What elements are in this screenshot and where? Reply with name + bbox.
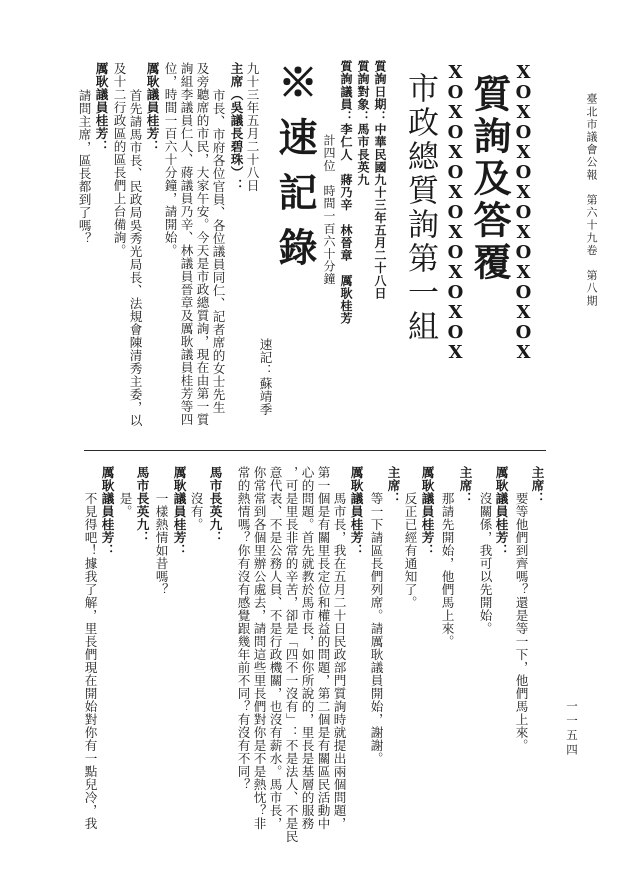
speaker-label: 馬市長英九：: [134, 466, 150, 544]
speech-line: 你常常到各個里辦公處去，請問這些里長們對你是不是熱忱？非: [251, 466, 267, 830]
speech-line: 詢組李議員仁人、蔣議員乃辛、林議員晉章及厲耿議員桂芳等四: [178, 62, 194, 426]
speech-line: 常的熱情嗎？你有沒有感覺跟幾年前不同？有沒有不同？: [235, 466, 251, 791]
speech-line: 那請先開始，他們馬上來。: [439, 492, 455, 648]
speech-line: 請問主席，區長都到了嗎？: [76, 89, 92, 245]
interpellation-members: 質詢議員：李仁人 蔣乃辛 林晉章 厲耿桂芳: [339, 60, 353, 325]
speech-line: 沒有。: [188, 492, 204, 531]
speaker-label: 厲耿議員桂芳：: [99, 466, 115, 557]
record-recorder: 速記：蘇靖季: [257, 338, 273, 416]
speech-line: 及十二行政區的區長們上台備詢。: [111, 62, 127, 257]
speech-line: 及旁聽席的市民，大家午安。今天是市政總質詢，現在由第一質: [194, 62, 210, 426]
speech-line: 等一下請區長們列席。請厲耿議員開始，謝謝。: [368, 492, 384, 765]
speaker-label: 厲耿議員桂芳：: [171, 466, 187, 557]
speech-line: 是。: [117, 492, 133, 518]
speech-line: 不見得吧！據我了解，里長們現在開始對你有一點兒冷，我: [82, 492, 98, 830]
speaker-label: 厲耿議員桂芳：: [348, 466, 364, 557]
stenographic-record-title: ※速記錄: [272, 62, 318, 282]
publication-header: 臺北市議會公報 第六十九卷 第八期: [585, 93, 598, 308]
speaker-label: 厲耿議員桂芳：: [419, 466, 435, 557]
speaker-label: 馬市長英九：: [207, 466, 223, 544]
section-title: 質詢及答覆: [467, 74, 512, 284]
speaker-label: 厲耿議員桂芳：: [493, 466, 509, 557]
interpellation-target: 質詢對象：馬市長英九: [356, 60, 370, 186]
speaker-label: 主席（吳議長碧珠）：: [228, 62, 244, 192]
page-number: 一一五四: [565, 700, 579, 758]
speech-line: ，可是里長非常的辛苦，卻是「四不一沒有」：不是法人、不是民: [283, 466, 299, 843]
title-ornament-right: XOXOXOXOXOXOXOX: [513, 62, 534, 362]
speech-line: 第一個是有關里長定位和權益的問題，第二個是有關區民活動中: [315, 466, 331, 830]
interpellation-date: 質詢日期：中華民國九十三年五月二十八日: [373, 60, 387, 300]
speech-line: 意代表、不是公務人員、不是行政機關，也沒有薪水。馬市長，: [267, 466, 283, 830]
speech-line: 馬市長，我在五月二十日民政部門質詢時就提出兩個問題，: [331, 492, 347, 830]
section-divider: [84, 450, 546, 451]
speech-line: 沒關係，我可以先開始。: [477, 492, 493, 635]
title-ornament-left: XOXOXOXOXOXOXOX: [445, 62, 466, 362]
subsection-title: 市政總質詢第一組: [402, 72, 438, 344]
speaker-label: 厲耿議員桂芳：: [93, 62, 109, 153]
speech-line: 市長、市府各位官員、各位議員同仁、記者席的女士先生: [210, 89, 226, 414]
speech-line: 要等他們到齊嗎？還是等一下，他們馬上來。: [513, 492, 529, 752]
speech-line: 首先請馬市長、民政局吳秀光局長、法規會陳清秀主委，以: [127, 89, 143, 427]
speaker-label: 厲耿議員桂芳：: [144, 62, 160, 153]
speech-line: 反正已經有通知了。: [402, 492, 418, 609]
speech-line: 一樣熱情如昔嗎？: [153, 492, 169, 596]
speaker-label: 主席：: [457, 466, 473, 505]
speech-line: 位，時間一百六十分鐘，請開始。: [162, 62, 178, 257]
speech-line: 心的問題。首先就教於馬市長，如你所說的，里長是基層的服務: [299, 466, 315, 830]
speaker-label: 主席：: [529, 466, 545, 505]
record-date: 九十三年五月二十八日: [244, 62, 260, 192]
speaker-label: 主席：: [385, 466, 401, 505]
interpellation-duration: 計四位 時間一百六十分鐘: [322, 134, 336, 286]
